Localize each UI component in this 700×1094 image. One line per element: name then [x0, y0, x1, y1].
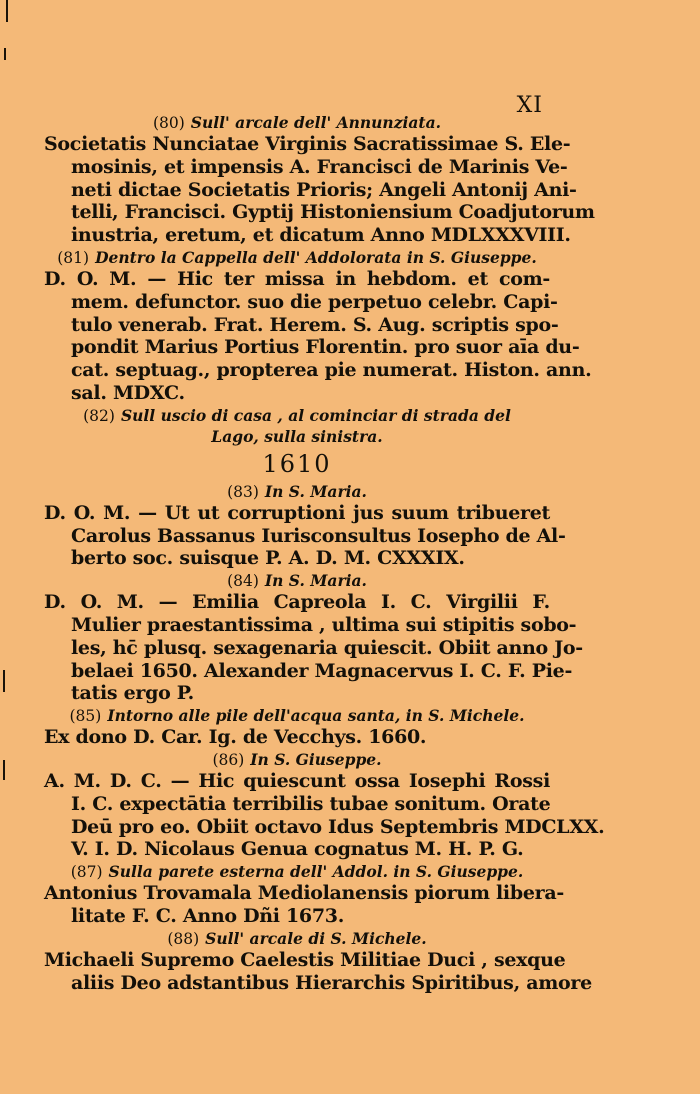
margin-mark: [3, 670, 5, 692]
inscription-line: neti dictae Societatis Prioris; Angeli Antonij Ani-: [71, 178, 577, 201]
section-number: (82): [83, 406, 115, 425]
year-heading: 1610: [262, 449, 332, 478]
section-number: (88): [167, 929, 200, 948]
inscription-line: Carolus Bassanus Iurisconsultus Iosepho de Al-: [71, 524, 566, 547]
inscription-line: tulo venerab. Frat. Herem. S. Aug. scriptis spo-: [71, 313, 559, 336]
inscription-line: Deū pro eo. Obiit octavo Idus Septembris MDCLXX.: [71, 815, 605, 838]
section-heading: [44, 481, 550, 502]
inscription-line: V. I. D. Nicolaus Genua cognatus M. H. P. G.: [71, 838, 524, 861]
section-number: (83): [227, 482, 259, 501]
inscription-line: Antonius Trovamala Mediolanensis piorum libera-: [44, 882, 564, 905]
section-location: Lago, sulla sinistra.: [211, 426, 383, 446]
inscription-line: aliis Deo adstantibus Hierarchis Spiritibus, amore: [71, 971, 592, 994]
section-number: (81): [57, 248, 90, 267]
section-location: Intorno alle pile dell'acqua santa, in S. Michele.: [107, 706, 525, 726]
section-location: In S. Maria.: [264, 481, 367, 501]
section-location: In S. Giuseppe.: [250, 749, 382, 769]
inscription-line: Societatis Nunciatae Virginis Sacratissimae S. Ele-: [44, 133, 571, 155]
margin-mark: [4, 48, 6, 60]
section-heading: [44, 705, 550, 726]
text-column: [44, 112, 605, 994]
inscription-line: sal. MDXC.: [71, 381, 185, 404]
section-location: Dentro la Cappella dell' Addolorata in S. Giuseppe.: [95, 247, 537, 267]
section-location: Sull uscio di casa , al cominciar di strada del: [120, 405, 511, 425]
section-location: Sull' arcale di S. Michele.: [205, 928, 427, 948]
inscription-line: D. O. M. — Hic ter missa in hebdom. et com-: [44, 267, 550, 290]
inscription-line: pondit Marius Portius Florentin. pro suor aīa du-: [71, 336, 580, 359]
inscription-line: D. O. M. — Ut ut corruptioni jus suum tribueret: [44, 501, 550, 524]
inscription-line: Mulier praestantissima , ultima sui stipitis sobo-: [71, 613, 577, 636]
page-number: XI: [516, 93, 543, 118]
section-heading: [44, 928, 550, 949]
inscription-line: tatis ergo P.: [71, 682, 194, 705]
section-number: (86): [212, 750, 245, 769]
inscription-line: litate F. C. Anno Dñi 1673.: [71, 904, 345, 927]
inscription-line: Michaeli Supremo Caelestis Militiae Duci , sexque: [44, 948, 566, 971]
section-location: In S. Maria.: [264, 571, 367, 591]
section-heading: [44, 112, 550, 133]
inscription-line: inustria, eretum, et dicatum Anno MDLXXXVIII.: [71, 224, 571, 247]
margin-mark: [3, 760, 5, 780]
inscription-line: telli, Francisci. Gyptij Histoniensium Coadjutorum: [71, 201, 595, 224]
inscription-line: mosinis, et impensis A. Francisci de Marinis Ve-: [71, 155, 568, 178]
section-number: (85): [69, 707, 102, 726]
inscription-line: cat. septuag., propterea pie numerat. Histon. ann.: [71, 359, 592, 382]
inscription-line: les, hc̄ plusq. sexagenaria quiescit. Obiit anno Jo-: [71, 636, 583, 659]
inscription-line: berto soc. suisque P. A. D. M. CXXXIX.: [71, 547, 465, 570]
section-heading: [44, 749, 550, 770]
section-heading: [44, 861, 550, 882]
section-heading-continued: [44, 426, 550, 447]
inscription-line: belaei 1650. Alexander Magnacervus I. C. F. Pie-: [71, 659, 573, 682]
section-heading: [44, 247, 550, 268]
inscription-line: D. O. M. — Emilia Capreola I. C. Virgilii F.: [44, 591, 550, 614]
section-number: (80): [152, 114, 185, 132]
section-heading: [44, 570, 550, 591]
section-heading: [44, 405, 550, 426]
inscription-line: A. M. D. C. — Hic quiescunt ossa Iosephi Rossi: [44, 769, 550, 792]
inscription-line: mem. defunctor. suo die perpetuo celebr. Capi-: [71, 290, 558, 313]
margin-mark: [6, 0, 8, 22]
section-number: (87): [70, 863, 103, 882]
section-location: Sulla parete esterna dell' Addol. in S. Giuseppe.: [108, 862, 524, 882]
inscription-line: Ex dono D. Car. Ig. de Vecchys. 1660.: [44, 726, 427, 749]
inscription-line: I. C. expectātia terribilis tubae sonitum. Orate: [71, 792, 551, 815]
section-location: Sull' arcale dell' Annunziata.: [190, 113, 442, 132]
section-number: (84): [227, 572, 259, 591]
